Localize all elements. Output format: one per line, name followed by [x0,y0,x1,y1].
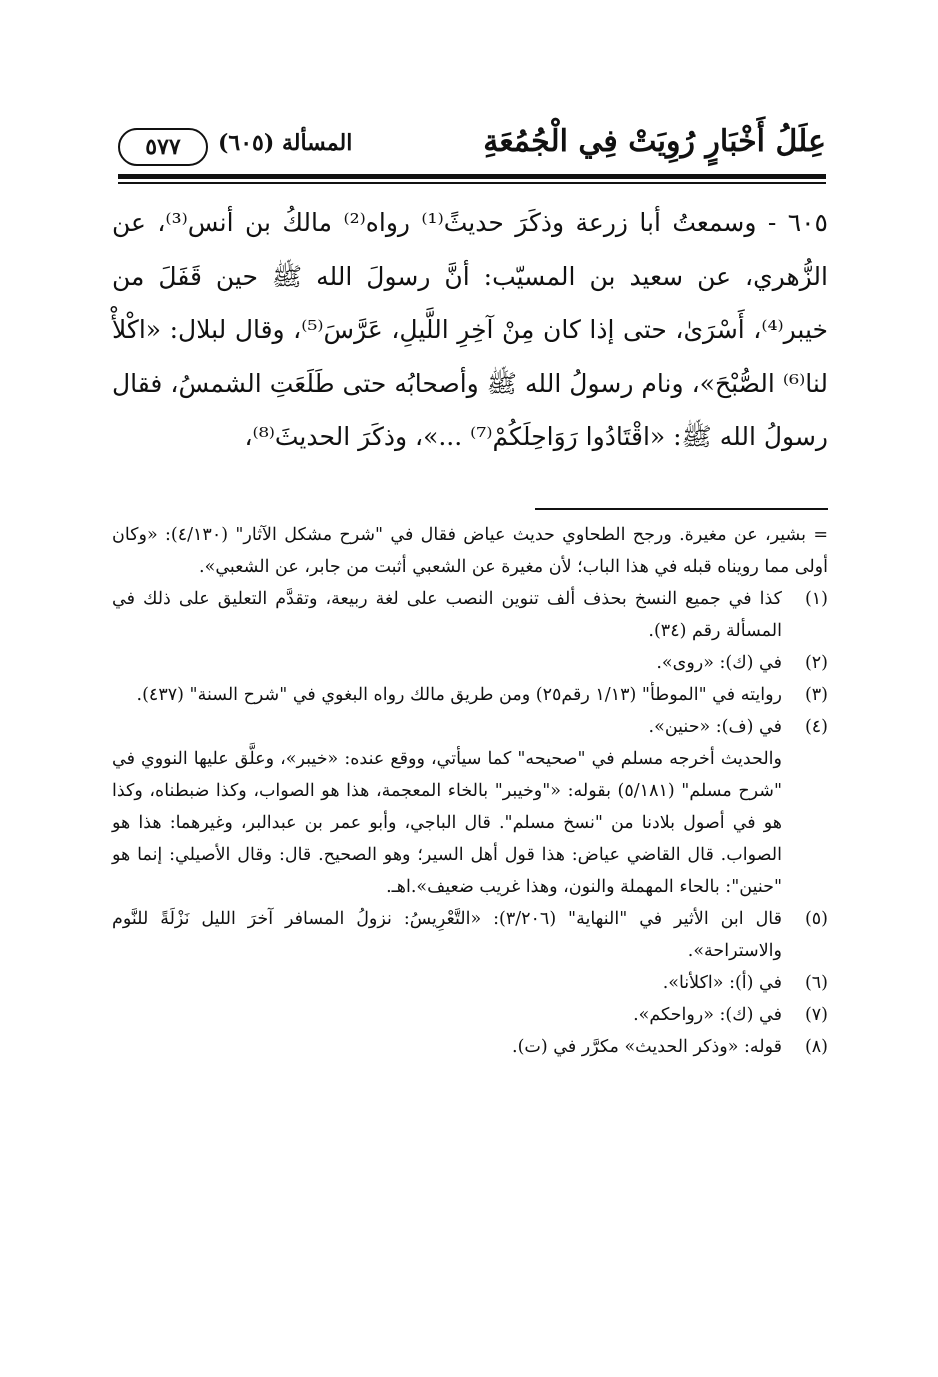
book-title: عِلَلُ أَخْبَارٍ رُوِيَتْ فِي الْجُمُعَةِ [483,124,826,159]
page-number-badge [118,128,208,166]
footnote-text [112,1031,782,1063]
footnotes [112,519,828,1063]
footnote-item [112,967,828,999]
footnote-line: كذا في جميع النسخ بحذف ألف تنوين النصب على لغة ربيعة، وتقدَّم التعليق على ذلك في المسألة رقم (٣٤). [112,589,782,641]
footnote-line: في (ف): «حنين». [648,717,782,737]
footnote-line: روايته في "الموطأ" (١/١٣ رقم٢٥) ومن طريق مالك رواه البغوي في "شرح السنة" (٤٣٧). [136,685,782,705]
footnote-line: في (أ): «اكلأنا». [662,973,782,993]
footnote-line: = بشير، عن مغيرة. ورجح الطحاوي حديث عياض فقال في "شرح مشكل الآثار" (٤/١٣٠): «وكان أولى مما رويناه قبله في هذا الباب؛ لأن مغيرة عن الشعبي أثبت من جابر، عن الشعبي». [112,525,829,577]
footnote-text [112,903,782,967]
header-rule-thin [118,182,826,184]
issue-label: المسألة (٦٠٥) [218,130,353,156]
page-header [118,118,826,174]
footnote-line: قال ابن الأثير في "النهاية" (٣/٢٠٦): «التَّعْرِيسُ: نزولُ المسافر آخرَ الليل نَزْلَةً للنَّوم والاستراحة». [112,909,782,961]
footnote-number: (١) [804,589,828,609]
footnote-line: قوله: «وذكر الحديث» مكرَّر في (ت). [512,1037,782,1057]
footnote-line: في (ك): «رواحكم». [633,1005,782,1025]
footnote-item [112,999,828,1031]
footnote-text [112,999,782,1031]
footnote-text [112,711,782,903]
footnote-item [112,647,828,679]
footnote-item [112,903,828,967]
footnote-item [112,583,828,647]
footnote-text [112,967,782,999]
footnote-number: (٧) [804,1005,828,1025]
footnote-item [112,519,828,583]
footnote-number: (٢) [804,653,828,673]
footnote-number: (٥) [804,909,828,929]
footnote-number: (٨) [804,1037,828,1057]
footnote-text [112,519,828,583]
header-rule-thick [118,174,826,179]
footnote-text [112,679,782,711]
footnote-number: (٦) [804,973,828,993]
page-number: ٥٧٧ [145,134,181,160]
footnote-number: (٤) [804,717,828,737]
footnote-line: في (ك): «روى». [656,653,782,673]
main-paragraph: ٦٠٥ - وسمعتُ أبا زرعة وذكَرَ حديثً⁽¹⁾ رواه⁽²⁾ مالكُ بن أنس⁽³⁾، عن الزُّهري، عن سعيد بن المسيّب: أنَّ رسولَ الله ﷺ حين قَفَلَ من خيبر⁽⁴⁾، أَسْرَىٰ، حتى إذا كان مِنْ آخِرِ اللَّيلِ، عَرَّسَ⁽⁵⁾، وقال لبلال: «اكْلأْ لنا⁽⁶⁾ الصُّبْحَ»، ونام رسولُ الله ﷺ وأصحابُه حتى طَلَعَتِ الشمسُ، فقال رسولُ الله ﷺ: «اقْتَادُوا رَوَاحِلَكُمْ⁽⁷⁾ ...»، وذكَرَ الحديثَ⁽⁸⁾، [112,208,828,451]
main-text [112,196,828,464]
footnote-item [112,1031,828,1063]
footnote-line: والحديث أخرجه مسلم في "صحيحه" كما سيأتي، ووقع عنده: «خيبر»، وعلَّق عليها النووي في "شرح مسلم" (٥/١٨١) بقوله: «"وخيبر" بالخاء المعجمة، هذا هو الصواب، وكذا ضبطناه، وكذا هو في أصول بلادنا من "نسخ مسلم". قال الباجي، وأبو عمر بن عبدالبر، وغيرهما: هذا هو الصواب. قال القاضي عياض: هذا قول أهل السير؛ وهو الصحيح. قال: وقال الأصيلي: إنما هو "حنين": بالحاء المهملة والنون، وهذا غريب ضعيف».اهـ. [112,749,782,897]
footnote-number: (٣) [804,685,828,705]
footnote-item [112,711,828,903]
footnote-text [112,647,782,679]
footnote-text [112,583,782,647]
footnote-item [112,679,828,711]
footnote-divider [535,508,828,510]
